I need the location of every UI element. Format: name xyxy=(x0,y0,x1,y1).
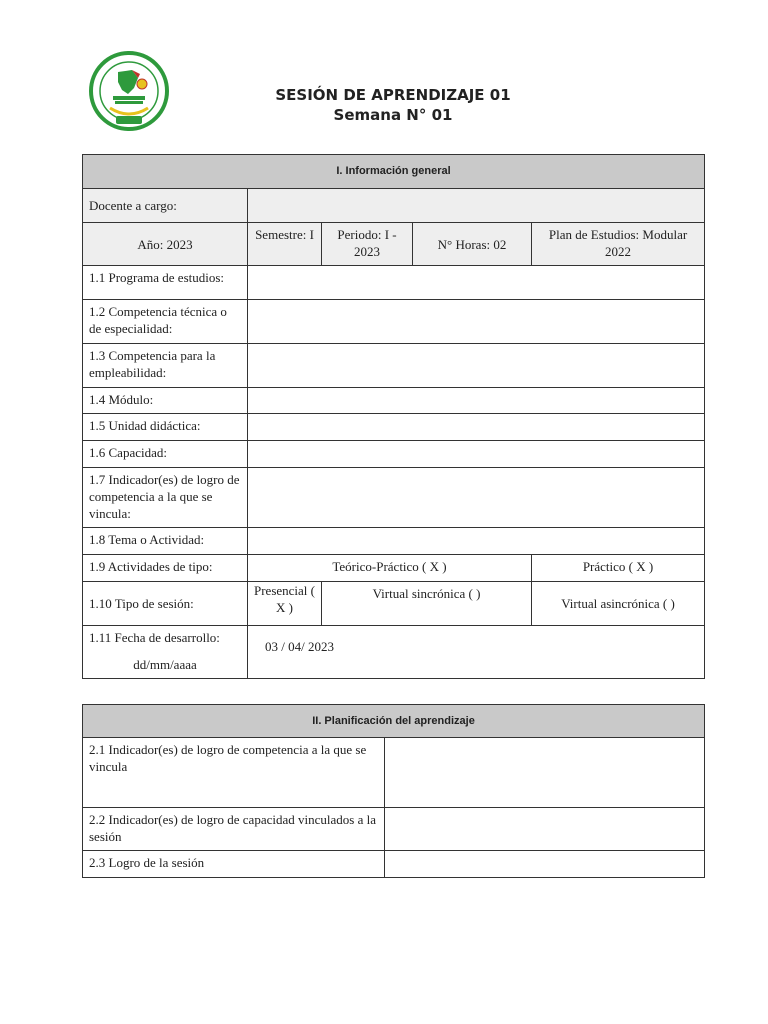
unidad-didactica-label: 1.5 Unidad didáctica: xyxy=(83,414,248,441)
indicador-competencia-value[interactable] xyxy=(385,738,705,808)
indicador-capacidad-label: 2.2 Indicador(es) de logro de capacidad vinculados a la sesión xyxy=(83,808,385,851)
unidad-didactica-value[interactable] xyxy=(248,414,705,441)
indicador-logro-value[interactable] xyxy=(248,468,705,528)
docente-label: Docente a cargo: xyxy=(83,189,248,223)
institution-logo xyxy=(88,50,170,132)
modulo-label: 1.4 Módulo: xyxy=(83,388,248,414)
actividad-practico[interactable]: Práctico ( X ) xyxy=(532,555,705,582)
fecha-label: 1.11 Fecha de desarrollo: xyxy=(89,630,220,645)
actividad-teorico-practico[interactable]: Teórico-Práctico ( X ) xyxy=(248,555,532,582)
anio-cell: Año: 2023 xyxy=(83,223,248,266)
capacidad-label: 1.6 Capacidad: xyxy=(83,441,248,468)
indicador-logro-label: 1.7 Indicador(es) de logro de competencia a la que se vincula: xyxy=(83,468,248,528)
tema-actividad-label: 1.8 Tema o Actividad: xyxy=(83,528,248,555)
logro-sesion-value[interactable] xyxy=(385,851,705,878)
section1-heading: I. Información general xyxy=(83,155,705,189)
capacidad-value[interactable] xyxy=(248,441,705,468)
section2-heading: II. Planificación del aprendizaje xyxy=(83,705,705,738)
semestre-cell: Semestre: I xyxy=(248,223,322,266)
tema-actividad-value[interactable] xyxy=(248,528,705,555)
tipo-presencial[interactable]: Presencial ( X ) xyxy=(248,582,322,626)
competencia-tecnica-label: 1.2 Competencia técnica o de especialidad: xyxy=(83,300,248,344)
docente-value[interactable] xyxy=(248,189,705,223)
fecha-cell xyxy=(83,626,248,679)
document-title: SESIÓN DE APRENDIZAJE 01 xyxy=(275,86,511,104)
tipo-virtual-asincronica[interactable]: Virtual asincrónica ( ) xyxy=(532,582,705,626)
tipo-sesion-label: 1.10 Tipo de sesión: xyxy=(83,582,248,626)
learning-planning-table xyxy=(82,704,705,878)
indicador-capacidad-value[interactable] xyxy=(385,808,705,851)
programa-value[interactable] xyxy=(248,266,705,300)
periodo-cell: Periodo: I - 2023 xyxy=(322,223,413,266)
modulo-value[interactable] xyxy=(248,388,705,414)
general-info-table xyxy=(82,154,705,679)
actividades-label: 1.9 Actividades de tipo: xyxy=(83,555,248,582)
competencia-tecnica-value[interactable] xyxy=(248,300,705,344)
competencia-empleabilidad-value[interactable] xyxy=(248,344,705,388)
competencia-empleabilidad-label: 1.3 Competencia para la empleabilidad: xyxy=(83,344,248,388)
document-subtitle: Semana N° 01 xyxy=(333,106,453,124)
fecha-format: dd/mm/aaaa xyxy=(133,657,197,672)
fecha-value[interactable]: 03 / 04/ 2023 xyxy=(248,626,705,679)
tipo-virtual-sincronica[interactable]: Virtual sincrónica ( ) xyxy=(322,582,532,626)
programa-label: 1.1 Programa de estudios: xyxy=(83,266,248,300)
document-title-block xyxy=(240,85,546,125)
indicador-competencia-label: 2.1 Indicador(es) de logro de competencia a la que se vincula xyxy=(83,738,385,808)
logro-sesion-label: 2.3 Logro de la sesión xyxy=(83,851,385,878)
plan-cell: Plan de Estudios: Modular 2022 xyxy=(532,223,705,266)
horas-cell: N° Horas: 02 xyxy=(413,223,532,266)
